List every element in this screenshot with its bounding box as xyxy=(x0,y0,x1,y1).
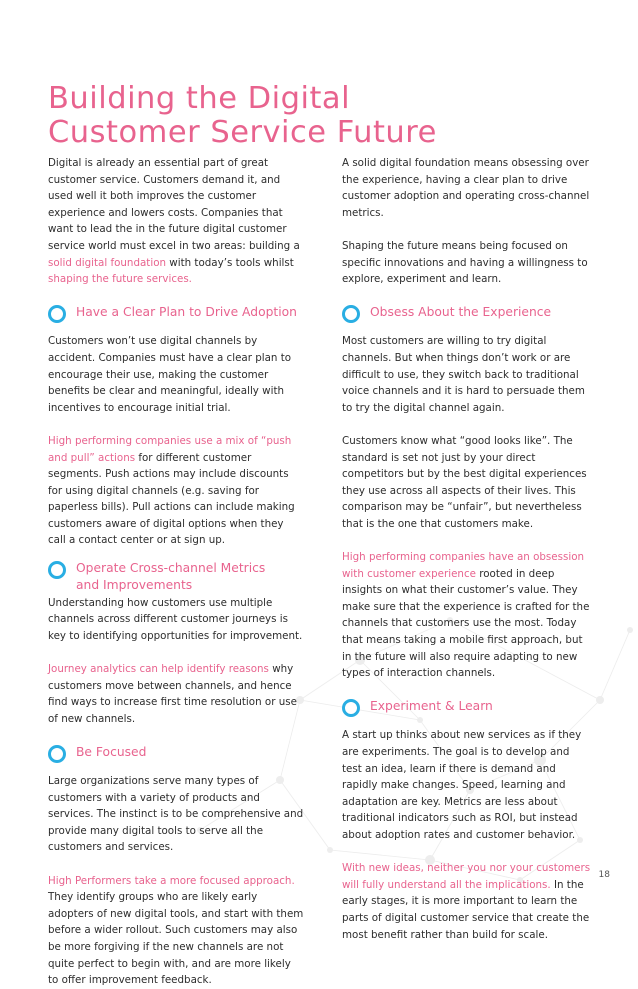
cross-channel-paragraph-1: Understanding how customers use multiple channels across different customer journeys is key to identifying opportunities for improvement. xyxy=(48,596,303,642)
heading-line-2: and Improvements xyxy=(76,577,193,592)
clear-plan-text: for different customer segments. Push actions may include discounts for using digital channels (e.g. saving for paperless bills). Pull actions can include making customers aware of digital options when they call a contact center or at sign up. xyxy=(48,451,295,547)
right-column xyxy=(342,155,592,943)
circle-bullet-icon xyxy=(48,561,66,579)
section-heading-text xyxy=(76,560,265,594)
clear-plan-paragraph-2 xyxy=(48,433,304,549)
cross-channel-highlight: Journey analytics can help identify reasons xyxy=(48,663,269,676)
obsess-paragraph-1: Most customers are willing to try digital channels. But when things don’t work or are difficult to use, they switch back to traditional voice channels and it is hard to persuade them to try the digital channel again. xyxy=(342,335,585,414)
cross-channel-text: why customers move between channels, and hence find ways to increase first time resolution or use of new channels. xyxy=(48,663,297,725)
left-intro-paragraph xyxy=(48,155,304,288)
section-heading-experiment-learn xyxy=(342,698,592,720)
experiment-text: In the early stages, it is more important to learn the parts of digital customer service that create the most benefit rather than build for scale. xyxy=(342,878,590,941)
section-heading-cross-channel xyxy=(48,560,304,596)
obsess-highlight: High performing companies have an obsession with customer experience xyxy=(342,551,585,580)
left-intro-highlight-1: solid digital foundation xyxy=(48,256,167,269)
experiment-highlight: With new ideas, neither you nor your customers will fully understand all the implications. xyxy=(342,862,591,891)
cross-channel-paragraph-2 xyxy=(48,661,304,727)
be-focused-highlight: High Performers take a more focused approach. xyxy=(48,874,295,887)
page-number: 18 xyxy=(598,870,610,880)
circle-bullet-icon xyxy=(48,305,66,323)
heading-line-1: Operate Cross-channel Metrics xyxy=(76,560,266,575)
circle-bullet-icon xyxy=(342,699,360,717)
section-heading-text: Experiment & Learn xyxy=(370,699,493,714)
experiment-paragraph-1: A start up thinks about new services as if they are experiments. The goal is to develop and test an idea, learn if there is demand and rapidly make changes. Speed, learning and adaptation are key. Metrics are less about traditional indicators such as ROI, but instead about adoption rates and customer behavior. xyxy=(342,729,582,841)
left-intro-text-2: with today’s tools whilst xyxy=(166,256,294,269)
section-heading-text: Obsess About the Experience xyxy=(370,305,552,320)
circle-bullet-icon xyxy=(342,305,360,323)
circle-bullet-icon xyxy=(48,745,66,763)
clear-plan-paragraph-1: Customers won’t use digital channels by accident. Companies must have a clear plan to encourage their use, making the customer benefits be clear and meaningful, ideally with incentives to encourage initial trial. xyxy=(48,335,292,414)
left-column xyxy=(48,155,304,989)
right-intro-paragraph-1: A solid digital foundation means obsessing over the experience, having a clear plan to drive customer adoption and operating cross-channel metrics. xyxy=(342,157,590,219)
title-line-1: Building the Digital xyxy=(48,81,351,116)
section-heading-be-focused xyxy=(48,744,304,766)
right-intro-paragraph-2: Shaping the future means being focused on specific innovations and having a willingness to explore, experiment and learn. xyxy=(342,239,588,286)
left-intro-text-1: Digital is already an essential part of great customer service. Customers demand it, and used well it both improves the customer experience and lowers costs. Companies that want to lead the in the future digital customer service world must excel in two areas: building a xyxy=(48,157,300,252)
obsess-paragraph-2: Customers know what “good looks like”. The standard is set not just by your direct competitors but by the best digital experiences they use across all aspects of their lives. This comparison may be “unfair”, but nevertheless that is the one that customers make. xyxy=(342,434,587,530)
title-line-2: Customer Service Future xyxy=(48,115,437,150)
page-title xyxy=(48,82,608,150)
section-heading-text: Have a Clear Plan to Drive Adoption xyxy=(76,305,297,320)
clear-plan-highlight: High performing companies use a mix of “push and pull” actions xyxy=(48,434,292,464)
be-focused-text: They identify groups who are likely early adopters of new digital tools, and start with them before a wider rollout. Such customers may also be more forgiving if the new channels are not quite perfect to begin with, and are more likely to offer improvement feedback. xyxy=(48,891,304,987)
obsess-text: rooted in deep insights on what their customer’s value. They make sure that the experience is crafted for the channels that customers use the most. Today that means taking a mobile first approach, but in the future will also require adapting to new types of interaction channels. xyxy=(342,567,590,680)
be-focused-paragraph-2 xyxy=(48,873,304,989)
obsess-paragraph-3 xyxy=(342,549,592,682)
left-intro-highlight-2: shaping the future services. xyxy=(48,273,192,286)
experiment-paragraph-2 xyxy=(342,860,592,943)
section-heading-obsess-experience xyxy=(342,304,592,326)
section-heading-text: Be Focused xyxy=(76,745,147,759)
be-focused-paragraph-1: Large organizations serve many types of customers with a variety of products and services. The instinct is to be comprehensive and provide many digital tools to serve all the customers and services. xyxy=(48,775,304,854)
section-heading-clear-plan xyxy=(48,304,304,326)
